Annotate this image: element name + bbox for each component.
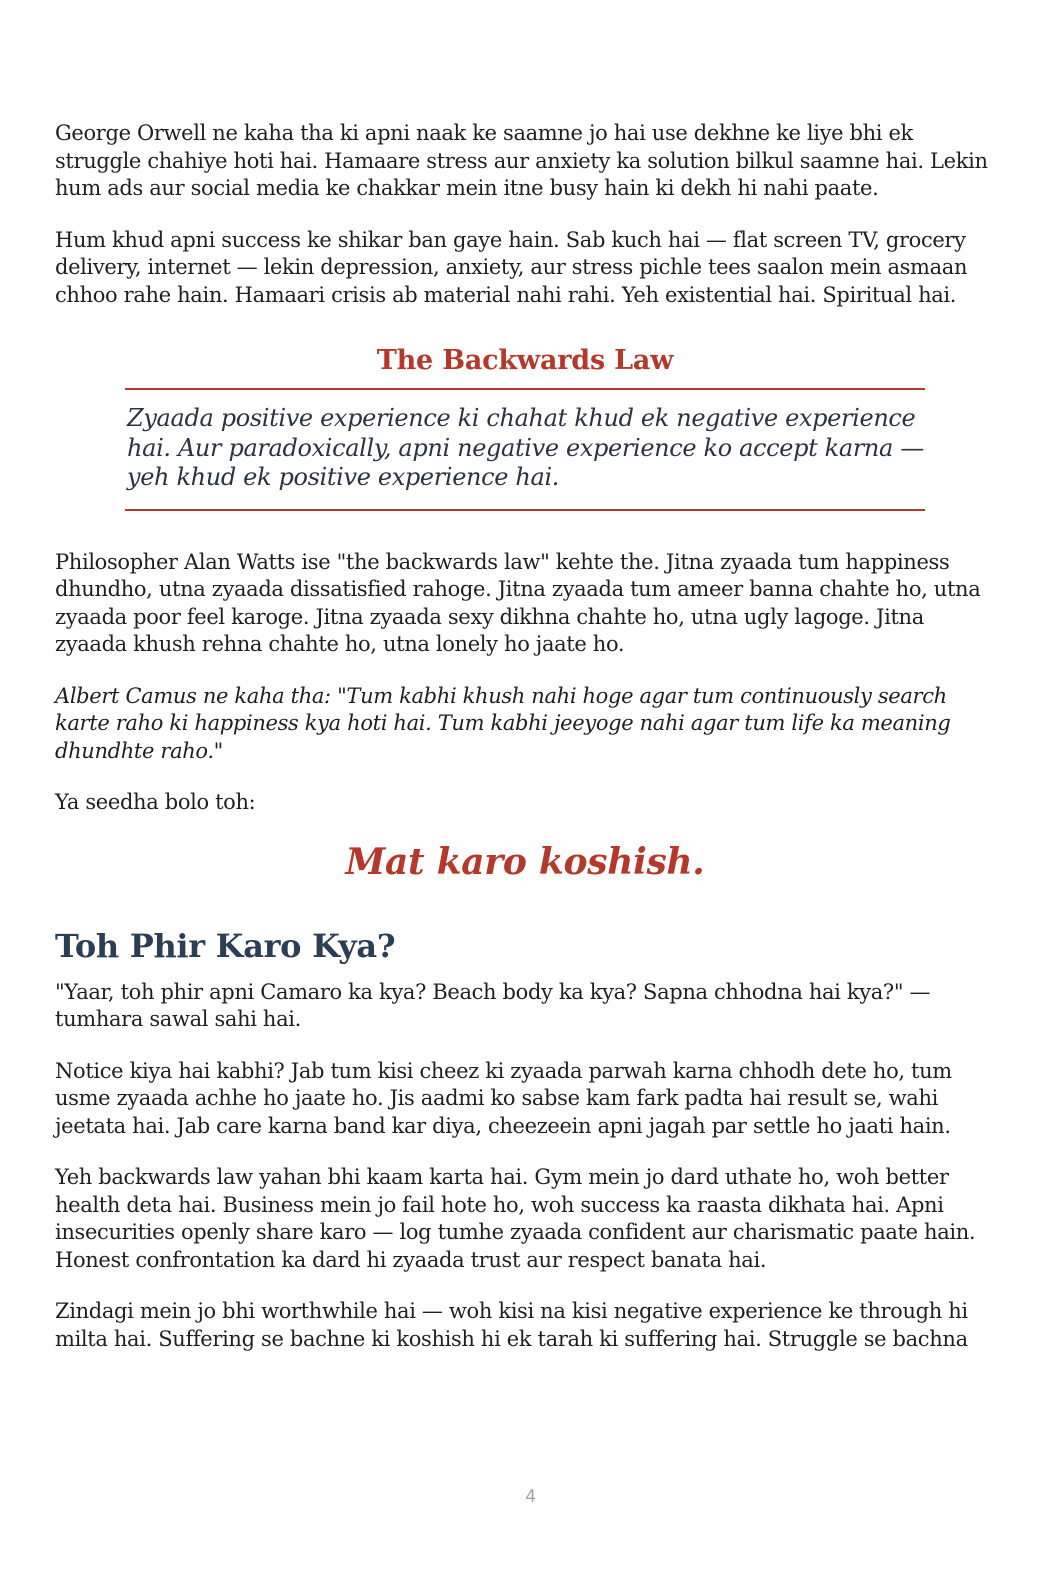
section-title: The Backwards Law bbox=[376, 345, 674, 376]
paragraph-lead-in: Ya seedha bolo toh: bbox=[55, 790, 256, 814]
paragraph-backwards-law-examples: Yeh backwards law yahan bhi kaam karta hai. Gym mein jo dard uthate ho, woh better health deta hai. Business mein jo fail hote ho, woh success ka raasta dikhata hai. Apni insecurities openly share karo — log tumhe zyaada confident aur charismatic paate hain. Honest confrontation ka dard hi zyaada trust aur respect banata hai. bbox=[55, 1165, 976, 1272]
paragraph-orwell: George Orwell ne kaha tha ki apni naak ke saamne jo hai use dekhne ke liye bhi ek struggle chahiye hoti hai. Hamaare stress aur anxiety ka solution bilkul saamne hai. Lekin hum ads aur social media ke chakkar mein itne busy hain ki dekh hi nahi paate. bbox=[55, 121, 988, 200]
spacer bbox=[55, 511, 995, 549]
highlight-statement: Mat karo koshish. bbox=[345, 840, 705, 883]
paragraph-alan-watts: Philosopher Alan Watts ise "the backwards law" kehte the. Jitna zyaada tum happiness dhundho, utna zyaada dissatisfied rahoge. Jitna zyaada tum ameer banna chahte ho, utna zyaada poor feel karoge. Jitna zyaada sexy dikhna chahte ho, utna ugly lagoge. Jitna zyaada khush rehna chahte ho, utna lonely ho jaate ho. bbox=[55, 549, 981, 656]
pull-quote-box bbox=[125, 388, 925, 511]
pull-quote-text: Zyaada positive experience ki chahat khud ek negative experience hai. Aur paradoxically, apni negative experience ko accept karna — yeh khud ek positive experience hai. bbox=[127, 404, 924, 491]
page-number: 4 bbox=[525, 1486, 536, 1506]
paragraph-camus-quote: Albert Camus ne kaha tha: "Tum kabhi khush nahi hoge agar tum continuously search karte raho ki happiness kya hoti hai. Tum kabhi jeeyoge nahi agar tum life ka meaning dhundhte raho." bbox=[55, 683, 951, 763]
subheading: Toh Phir Karo Kya? bbox=[55, 926, 396, 965]
page-content bbox=[55, 120, 995, 1377]
paragraph-success-victims: Hum khud apni success ke shikar ban gaye hain. Sab kuch hai — flat screen TV, grocery delivery, internet — lekin depression, anxiety, aur stress pichle tees saalon mein asmaan chhoo rahe hain. Hamaari crisis ab material nahi rahi. Yeh existential hai. Spiritual hai. bbox=[55, 227, 968, 307]
paragraph-question: "Yaar, toh phir apni Camaro ka kya? Beach body ka kya? Sapna chhodna hai kya?" — tumhara sawal sahi hai. bbox=[55, 979, 931, 1031]
paragraph-worthwhile: Zindagi mein jo bhi worthwhile hai — woh kisi na kisi negative experience ke through hi milta hai. Suffering se bachne ki koshish hi ek tarah ki suffering hai. Struggle se bachna bbox=[55, 1299, 968, 1351]
paragraph-notice: Notice kiya hai kabhi? Jab tum kisi cheez ki zyaada parwah karna chhodh dete ho, tum usme zyaada achhe ho jaate ho. Jis aadmi ko sabse kam fark padta hai result se, wahi jeetata hai. Jab care karna band kar diya, cheezeein apni jagah par settle ho jaati hain. bbox=[55, 1058, 952, 1138]
